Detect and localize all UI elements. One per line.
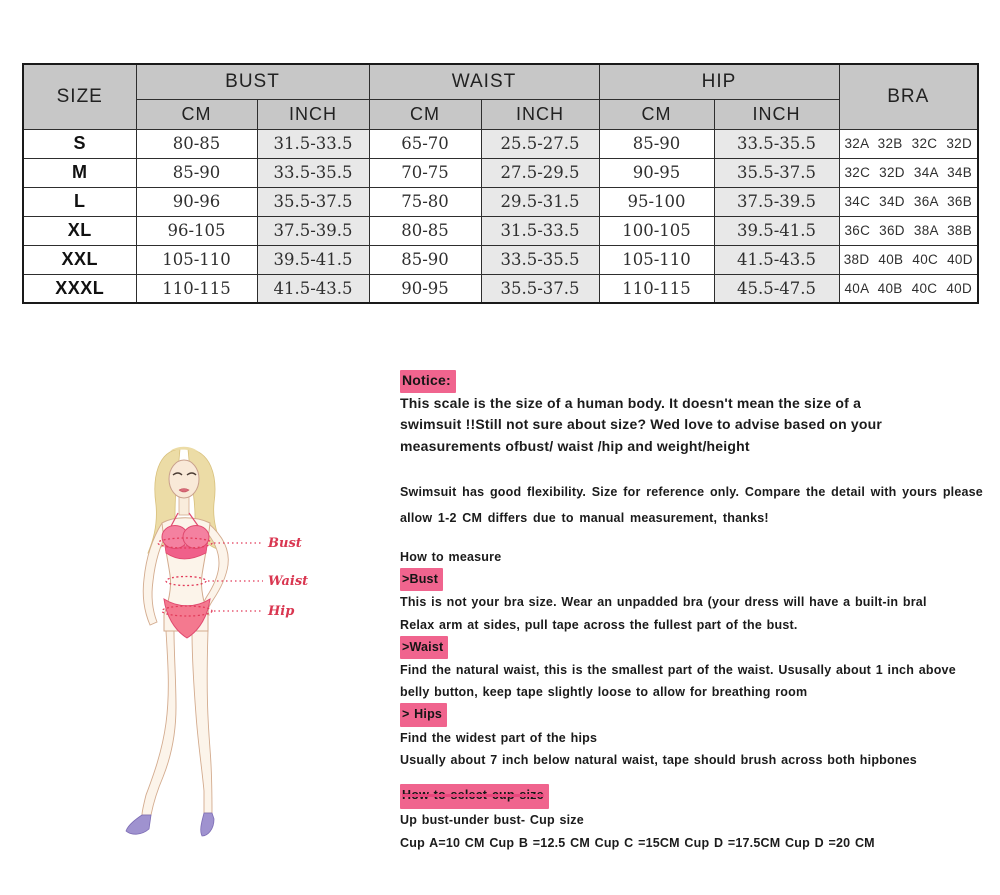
hip-inch-value: 39.5-41.5	[714, 216, 839, 245]
waist-instruction-line: Find the natural waist, this is the smallest part of the waist. Ususally about 1 inch above	[400, 663, 956, 678]
hips-instruction-line: Usually about 7 inch below natural waist, tape should brush across both hipbones	[400, 752, 917, 767]
cup-size-line: Cup A=10 CM Cup B =12.5 CM Cup C =15CM Cup D =17.5CM Cup D =20 CM	[400, 836, 875, 850]
left-leg	[192, 631, 212, 813]
bust-inch-value: 37.5-39.5	[257, 216, 369, 245]
bust-group-header: BUST	[136, 64, 369, 99]
notice-section	[400, 370, 882, 457]
waist-cm-value: 80-85	[369, 216, 481, 245]
bust-inch-value: 31.5-33.5	[257, 129, 369, 158]
bust-inch-value: 33.5-35.5	[257, 158, 369, 187]
table-row-xxl	[23, 245, 978, 274]
waist-cm-value: 85-90	[369, 245, 481, 274]
right-leg	[142, 631, 176, 815]
hip-inch-value: 37.5-39.5	[714, 187, 839, 216]
waist-inch-value: 31.5-33.5	[481, 216, 599, 245]
hip-cm-header: CM	[599, 99, 714, 129]
hip-inch-value: 33.5-35.5	[714, 129, 839, 158]
cup-size-heading: How to select cup size	[400, 784, 549, 809]
waist-inch-header: INCH	[481, 99, 599, 129]
notice-line: measurements ofbust/ waist /hip and weight/height	[400, 437, 750, 454]
table-row-xxxl	[23, 274, 978, 303]
size-table-container	[22, 63, 977, 304]
bust-cm-value: 90-96	[136, 187, 257, 216]
hips-subheading: > Hips	[400, 703, 447, 726]
notice-heading: Notice:	[400, 370, 456, 393]
bust-cm-value: 85-90	[136, 158, 257, 187]
bust-inch-header: INCH	[257, 99, 369, 129]
notice-line: This scale is the size of a human body. It doesn't mean the size of a	[400, 394, 862, 411]
waist-inch-value: 25.5-27.5	[481, 129, 599, 158]
hip-inch-header: INCH	[714, 99, 839, 129]
bust-inch-value: 41.5-43.5	[257, 274, 369, 303]
waist-inch-value: 29.5-31.5	[481, 187, 599, 216]
table-row-l	[23, 187, 978, 216]
size-value: M	[23, 158, 136, 187]
right-shoe	[126, 815, 151, 834]
hip-cm-value: 100-105	[599, 216, 714, 245]
bust-inch-value: 39.5-41.5	[257, 245, 369, 274]
bra-value: 36C 36D 38A 38B	[839, 216, 978, 245]
hip-group-header: HIP	[599, 64, 839, 99]
bra-value: 32C 32D 34A 34B	[839, 158, 978, 187]
bra-column-header: BRA	[839, 64, 978, 129]
bust-cm-value: 110-115	[136, 274, 257, 303]
size-value: S	[23, 129, 136, 158]
bra-value: 40A 40B 40C 40D	[839, 274, 978, 303]
bust-figure-label: Bust	[268, 536, 302, 551]
hips-instruction-line: Find the widest part of the hips	[400, 730, 598, 745]
hip-inch-value: 41.5-43.5	[714, 245, 839, 274]
hip-cm-value: 95-100	[599, 187, 714, 216]
hip-inch-value: 45.5-47.5	[714, 274, 839, 303]
left-shoe	[201, 813, 214, 836]
size-value: XXL	[23, 245, 136, 274]
hip-cm-value: 90-95	[599, 158, 714, 187]
hip-cm-value: 105-110	[599, 245, 714, 274]
bust-instruction-line: Relax arm at sides, pull tape across the fullest part of the bust.	[400, 617, 798, 632]
size-value: XL	[23, 216, 136, 245]
bust-cm-value: 96-105	[136, 216, 257, 245]
waist-cm-value: 75-80	[369, 187, 481, 216]
hip-cm-value: 110-115	[599, 274, 714, 303]
waist-cm-value: 65-70	[369, 129, 481, 158]
flexibility-line: allow 1-2 CM differs due to manual measurement, thanks!	[400, 511, 769, 525]
bust-subheading: >Bust	[400, 568, 443, 591]
how-to-measure-heading: How to measure	[400, 550, 502, 564]
waist-cm-value: 90-95	[369, 274, 481, 303]
body-sketch-illustration	[118, 443, 378, 873]
bust-cm-header: CM	[136, 99, 257, 129]
table-row-m	[23, 158, 978, 187]
notice-line: swimsuit !!Still not sure about size? Wed love to advise based on your	[400, 416, 883, 432]
waist-group-header: WAIST	[369, 64, 599, 99]
waist-cm-header: CM	[369, 99, 481, 129]
bra-value: 38D 40B 40C 40D	[839, 245, 978, 274]
waist-subheading: >Waist	[400, 636, 448, 659]
bust-inch-value: 35.5-37.5	[257, 187, 369, 216]
size-value: XXXL	[23, 274, 136, 303]
bikini-cup-right	[183, 526, 209, 549]
bust-instruction-line: This is not your bra size. Wear an unpadded bra (your dress will have a built-in bral	[400, 595, 927, 610]
hip-inch-value: 35.5-37.5	[714, 158, 839, 187]
flexibility-line: Swimsuit has good flexibility. Size for reference only. Compare the detail with yours please	[400, 485, 983, 499]
hip-figure-label: Hip	[268, 604, 295, 619]
table-row-xl	[23, 216, 978, 245]
bust-cm-value: 105-110	[136, 245, 257, 274]
waist-inch-value: 35.5-37.5	[481, 274, 599, 303]
bust-cm-value: 80-85	[136, 129, 257, 158]
size-table	[22, 63, 979, 304]
cup-size-line: Up bust-under bust- Cup size	[400, 812, 584, 827]
size-column-header: SIZE	[23, 64, 136, 129]
bra-value: 34C 34D 36A 36B	[839, 187, 978, 216]
waist-inch-value: 27.5-29.5	[481, 158, 599, 187]
measurement-figure	[118, 443, 378, 873]
how-to-measure-section	[400, 546, 956, 771]
size-value: L	[23, 187, 136, 216]
waist-instruction-line: belly button, keep tape slightly loose to allow for breathing room	[400, 685, 808, 700]
table-row-s	[23, 129, 978, 158]
flexibility-section	[400, 479, 983, 531]
bra-value: 32A 32B 32C 32D	[839, 129, 978, 158]
waist-figure-label: Waist	[268, 574, 309, 589]
hip-cm-value: 85-90	[599, 129, 714, 158]
cup-size-section	[400, 784, 875, 856]
waist-inch-value: 33.5-35.5	[481, 245, 599, 274]
waist-cm-value: 70-75	[369, 158, 481, 187]
